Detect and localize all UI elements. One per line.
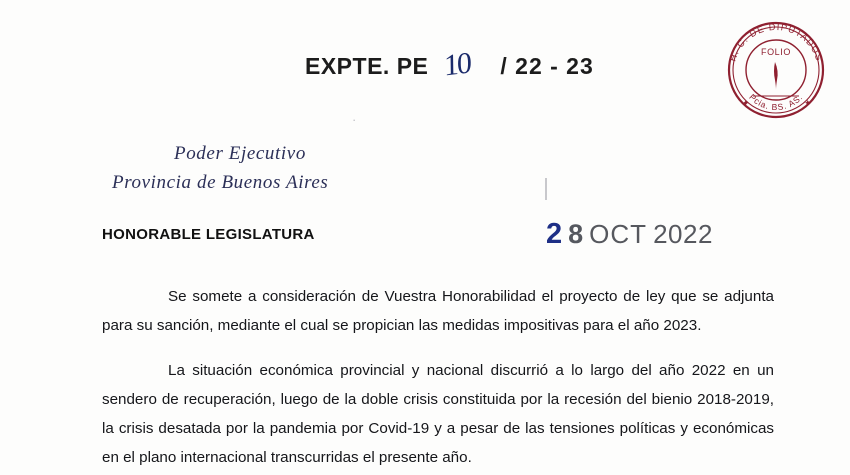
expediente-line: [305, 48, 594, 82]
addressee-heading: HONORABLE LEGISLATURA: [102, 226, 315, 243]
date-stamp-day-second: 8: [568, 219, 584, 249]
letterhead-line-2: Provincia de Buenos Aires: [112, 171, 329, 193]
stray-mark: ·: [352, 112, 357, 127]
expediente-label: EXPTE. PE: [305, 53, 429, 79]
letterhead: [112, 140, 328, 197]
stray-line-mark: [545, 178, 547, 200]
document-body: [102, 282, 774, 475]
letterhead-line-1: Poder Ejecutivo: [174, 143, 306, 164]
expediente-suffix: / 22 - 23: [500, 53, 594, 79]
date-stamp-month: OCT: [589, 219, 648, 249]
body-paragraph: Se somete a consideración de Vuestra Honorabilidad el proyecto de ley que se adjunta para su sanción, mediante el cual se propician las medidas impositivas para el año 2023.: [102, 288, 774, 334]
svg-text:Pcia. BS. AS.: Pcia. BS. AS.: [747, 91, 805, 113]
expediente-handwritten-number: 10: [444, 46, 471, 83]
svg-text:✦: ✦: [742, 98, 750, 108]
date-stamp: [546, 218, 713, 251]
official-seal-icon: [720, 14, 832, 126]
svg-text:FOLIO: FOLIO: [760, 47, 792, 57]
date-stamp-day-first: 2: [546, 218, 563, 250]
date-stamp-year: 2022: [653, 219, 713, 249]
svg-text:✦: ✦: [804, 98, 812, 108]
svg-text:H. C. DE DIPUTADOS: H. C. DE DIPUTADOS: [727, 21, 825, 63]
body-paragraph: La situación económica provincial y nacional discurrió a lo largo del año 2022 en un sendero de recuperación, luego de la doble crisis constituida por la recesión del bienio 2018-2019, la crisis desatada por la pandemia por Covid-19 y a pesar de las tensiones políticas y económicas en el plano internacional transcurridas el presente año.: [102, 362, 774, 466]
